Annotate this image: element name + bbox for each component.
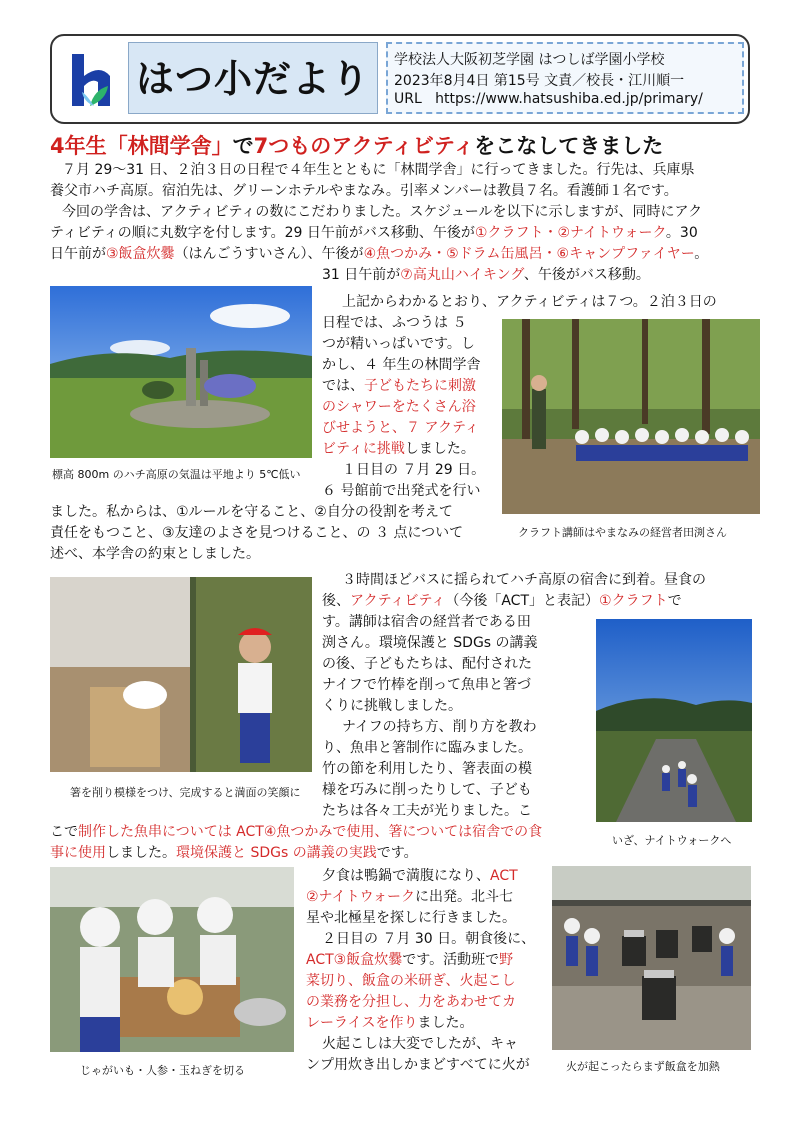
- body-line: こで制作した魚串については ACT④魚つかみで使用、箸については宿舎での食: [50, 824, 543, 840]
- url-label: URL: [394, 91, 422, 107]
- body-line: ６ 号館前で出発式を行い: [322, 483, 481, 499]
- school-name: 学校法人大阪初芝学園 はつしば学園小学校: [394, 52, 665, 68]
- craft-lecture-photo: [502, 319, 760, 514]
- body-line: では、子どもたちに刺激: [322, 378, 476, 394]
- vegetable-cutting-photo: [50, 867, 294, 1052]
- body-line: ナイフの持ち方、削り方を教わ: [342, 719, 537, 735]
- url-link[interactable]: https://www.hatsushiba.ed.jp/primary/: [435, 91, 703, 107]
- body-line: 夕食は鴨鍋で満腹になり、ACT: [322, 868, 518, 884]
- body-line: ティビティの順に丸数字を付します。29 日午前がバス移動、午後が①クラフト・②ナイトウォーク。30: [50, 225, 698, 241]
- body-line: ACT③飯盒炊爨です。活動班で野: [306, 952, 514, 968]
- body-line: ビティに挑戦しました。: [322, 441, 475, 457]
- body-line: つが精いっぱいです。し: [322, 336, 475, 352]
- body-line: レーライスを作りました。: [306, 1015, 474, 1031]
- body-line: ②ナイトウォークに出発。北斗七: [306, 889, 514, 905]
- school-logo: [60, 46, 124, 114]
- body-line: り、魚串と箸制作に臨みました。: [322, 740, 532, 756]
- body-line: びせようと、７ アクティ: [322, 420, 479, 436]
- body-line: 様を巧みに削ったりして、子ども: [322, 782, 532, 798]
- body-line: 日程では、ふつうは ５: [322, 315, 467, 331]
- body-line: 今回の学舎は、アクティビティの数にこだわりました。スケジュールを以下に示しますが、同時にアク: [62, 204, 703, 220]
- body-line: 渕さん。環境保護と SDGs の講義: [322, 635, 538, 651]
- headline-part3: 7つものアクティビティ: [253, 134, 475, 158]
- photo-caption: クラフト講師はやまなみの経営者田渕さん: [518, 526, 727, 539]
- issue-info: 2023年8月4日 第15号 文責／校長・江川順一: [394, 73, 685, 89]
- photo-caption: 標高 800m のハチ高原の気温は平地より 5℃低い: [52, 468, 301, 481]
- body-line: 31 日午前が⑦高丸山ハイキング、午後がバス移動。: [322, 267, 650, 283]
- body-line: 述べ、本学舎の約束としました。: [50, 546, 260, 562]
- body-line: 星や北極星を探しに行きました。: [306, 910, 516, 926]
- body-line: の業務を分担し、力をあわせてカ: [306, 994, 516, 1010]
- body-line: ナイフで竹棒を削って魚串と箸づ: [322, 677, 532, 693]
- plateau-photo: [50, 286, 312, 458]
- photo-caption: 箸を削り模様をつけ、完成すると満面の笑顔に: [70, 786, 301, 799]
- body-line: かし、４ 年生の林間学舎: [322, 357, 481, 373]
- headline-part1: 4年生「林間学舎」: [50, 134, 233, 158]
- url-line: [394, 91, 703, 107]
- body-line: ３時間ほどバスに揺られてハチ高原の宿舎に到着。昼食の: [342, 572, 706, 588]
- body-line: ました。私からは、①ルールを守ること、②自分の役割を考えて: [50, 504, 453, 520]
- night-walk-photo: [596, 619, 752, 822]
- body-line: 菜切り、飯盒の米研ぎ、火起こし: [306, 973, 516, 989]
- body-line: 養父市ハチ高原。宿泊先は、グリーンホテルやまなみ。引率メンバーは教員７名。看護師１名です。: [50, 183, 678, 199]
- body-line: 竹の節を利用したり、箸表面の模: [322, 761, 532, 777]
- body-line: １日目の ７月 29 日。: [342, 462, 486, 478]
- rice-cooking-photo: [552, 866, 751, 1050]
- body-line: たちは各々工夫が光りました。こ: [322, 803, 532, 819]
- body-line: のシャワーをたくさん浴: [322, 399, 476, 415]
- body-line: の後、子どもたちは、配付された: [322, 656, 532, 672]
- body-line: ７月 29～31 日、２泊３日の日程で４年生とともに「林間学舎」に行ってきました。行先は、兵庫県: [62, 162, 695, 178]
- article-headline: [50, 130, 750, 160]
- chopstick-carving-photo: [50, 577, 312, 772]
- body-line: 日午前が③飯盒炊爨（はんごうすいさん）、午後が④魚つかみ・⑤ドラム缶風呂・⑥キャンプファイヤー。: [50, 246, 709, 262]
- body-line: す。講師は宿舎の経営者である田: [322, 614, 531, 630]
- body-line: 火起こしは大変でしたが、キャ: [322, 1036, 518, 1052]
- photo-caption: 火が起こったらまず飯盒を加熱: [566, 1060, 720, 1073]
- body-line: 後、アクティビティ（今後「ACT」と表記）①クラフトで: [322, 593, 682, 609]
- body-line: ンプ用炊き出しかまどすべてに火が: [306, 1057, 530, 1073]
- photo-caption: じゃがいも・人参・玉ねぎを切る: [80, 1064, 245, 1077]
- body-line: くりに挑戦しました。: [322, 698, 462, 714]
- photo-caption: いざ、ナイトウォークへ: [612, 834, 732, 847]
- body-line: 責任をもつこと、③友達のよさを見つけること、の ３ 点について: [50, 525, 464, 541]
- headline-part2: で: [232, 134, 254, 158]
- body-line: 上記からわかるとおり、アクティビティは７つ。２泊３日の: [342, 294, 717, 310]
- body-line: 事に使用しました。環境保護と SDGs の講義の実践です。: [50, 845, 418, 861]
- body-line: ２日目の ７月 30 日。朝食後に、: [322, 931, 536, 947]
- headline-part4: をこなしてきました: [474, 134, 664, 158]
- newsletter-title: はつ小だより: [135, 57, 370, 101]
